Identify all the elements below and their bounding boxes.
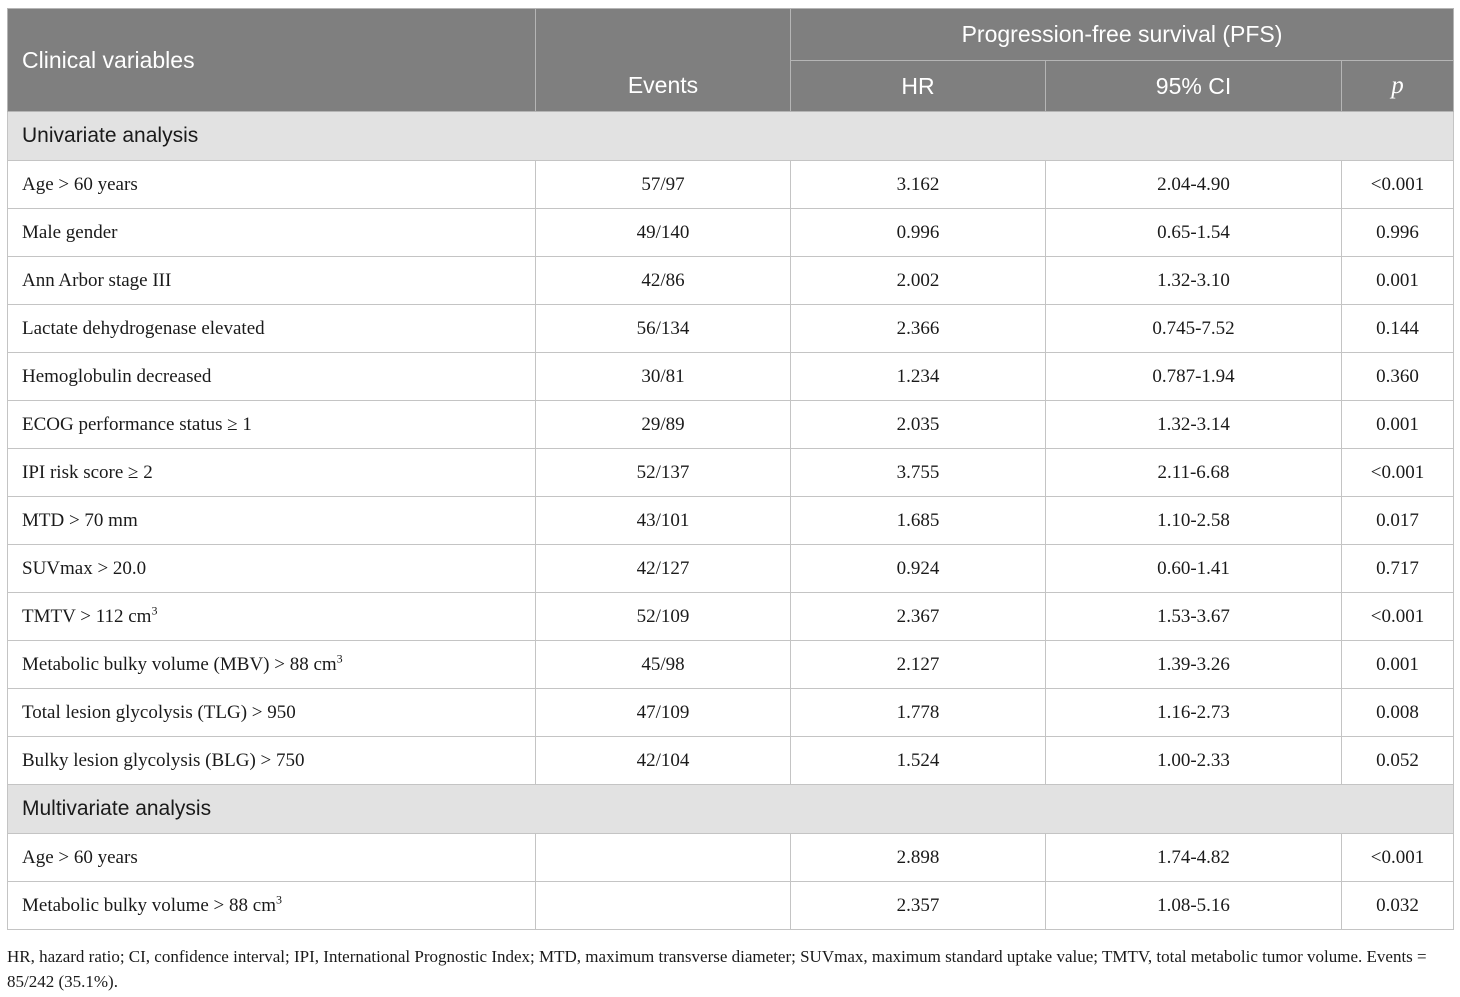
variable-cell: [8, 209, 536, 257]
p-value-cell: 0.052: [1342, 737, 1454, 785]
p-value-cell: 0.017: [1342, 497, 1454, 545]
section-univariate: [8, 112, 1454, 161]
events-cell: 57/97: [536, 161, 791, 209]
section-label: Univariate analysis: [8, 112, 1454, 161]
variable-cell: [8, 497, 536, 545]
variable-cell: [8, 401, 536, 449]
section-multivariate: [8, 785, 1454, 834]
events-cell: 52/109: [536, 593, 791, 641]
variable-cell: [8, 689, 536, 737]
p-value-cell: 0.144: [1342, 305, 1454, 353]
events-cell: 45/98: [536, 641, 791, 689]
p-value-cell: 0.996: [1342, 209, 1454, 257]
ci-cell: 1.39-3.26: [1046, 641, 1342, 689]
table-body: [8, 112, 1454, 930]
p-value-cell: 0.360: [1342, 353, 1454, 401]
ci-cell: 2.11-6.68: [1046, 449, 1342, 497]
ci-cell: 1.00-2.33: [1046, 737, 1342, 785]
header-pfs-group: Progression-free survival (PFS): [791, 9, 1454, 61]
header-events-spacer: [536, 9, 791, 61]
table-row: [8, 353, 1454, 401]
variable-label: TMTV > 112 cm: [22, 605, 152, 627]
ci-cell: 0.787-1.94: [1046, 353, 1342, 401]
p-value-cell: 0.008: [1342, 689, 1454, 737]
hr-cell: 2.002: [791, 257, 1046, 305]
variable-cell: [8, 593, 536, 641]
ci-cell: 1.32-3.10: [1046, 257, 1342, 305]
table-row: [8, 449, 1454, 497]
table-row: [8, 305, 1454, 353]
variable-cell: [8, 882, 536, 930]
ci-cell: 1.74-4.82: [1046, 834, 1342, 882]
variable-cell: [8, 449, 536, 497]
ci-cell: 1.53-3.67: [1046, 593, 1342, 641]
ci-cell: 2.04-4.90: [1046, 161, 1342, 209]
pfs-results-table: [7, 8, 1454, 930]
results-table-container: [7, 8, 1453, 930]
ci-cell: 0.60-1.41: [1046, 545, 1342, 593]
p-value-cell: <0.001: [1342, 161, 1454, 209]
table-row: [8, 209, 1454, 257]
table-row: [8, 882, 1454, 930]
variable-cell: [8, 161, 536, 209]
variable-cell: [8, 737, 536, 785]
p-value-cell: 0.001: [1342, 401, 1454, 449]
variable-label: Age > 60 years: [22, 173, 138, 195]
p-value-cell: 0.001: [1342, 641, 1454, 689]
variable-label: Age > 60 years: [22, 846, 138, 868]
events-cell: 42/127: [536, 545, 791, 593]
p-value-cell: <0.001: [1342, 834, 1454, 882]
events-cell: 30/81: [536, 353, 791, 401]
variable-cell: [8, 353, 536, 401]
hr-cell: 2.127: [791, 641, 1046, 689]
ci-cell: 1.08-5.16: [1046, 882, 1342, 930]
variable-label: Total lesion glycolysis (TLG) > 950: [22, 701, 296, 723]
header-hr: HR: [791, 61, 1046, 112]
events-cell: 43/101: [536, 497, 791, 545]
hr-cell: 2.367: [791, 593, 1046, 641]
events-cell: [536, 834, 791, 882]
superscript: 3: [275, 892, 282, 907]
hr-cell: 2.366: [791, 305, 1046, 353]
header-clinical-variables: Clinical variables: [8, 9, 536, 112]
p-value-cell: 0.717: [1342, 545, 1454, 593]
header-p: p: [1342, 61, 1454, 112]
variable-cell: [8, 545, 536, 593]
events-cell: 47/109: [536, 689, 791, 737]
variable-label: Male gender: [22, 221, 118, 243]
hr-cell: 3.162: [791, 161, 1046, 209]
ci-cell: 1.16-2.73: [1046, 689, 1342, 737]
hr-cell: 2.898: [791, 834, 1046, 882]
variable-label: Bulky lesion glycolysis (BLG) > 750: [22, 749, 305, 771]
table-row: [8, 737, 1454, 785]
events-cell: [536, 882, 791, 930]
variable-label: Ann Arbor stage III: [22, 269, 172, 291]
variable-cell: [8, 834, 536, 882]
variable-cell: [8, 641, 536, 689]
table-row: [8, 593, 1454, 641]
table-row: [8, 545, 1454, 593]
p-value-cell: <0.001: [1342, 449, 1454, 497]
header-events: Events: [536, 61, 791, 112]
ci-cell: 0.65-1.54: [1046, 209, 1342, 257]
variable-label: Metabolic bulky volume > 88 cm: [22, 894, 276, 916]
hr-cell: 2.035: [791, 401, 1046, 449]
variable-label: Hemoglobulin decreased: [22, 365, 212, 387]
events-cell: 42/86: [536, 257, 791, 305]
ci-cell: 1.10-2.58: [1046, 497, 1342, 545]
table-row: [8, 401, 1454, 449]
events-cell: 52/137: [536, 449, 791, 497]
table-row: [8, 689, 1454, 737]
variable-cell: [8, 305, 536, 353]
events-cell: 56/134: [536, 305, 791, 353]
hr-cell: 1.524: [791, 737, 1046, 785]
variable-label: Lactate dehydrogenase elevated: [22, 317, 265, 339]
variable-label: IPI risk score ≥ 2: [22, 461, 153, 483]
header-ci: 95% CI: [1046, 61, 1342, 112]
variable-label: SUVmax > 20.0: [22, 557, 147, 579]
table-row: [8, 161, 1454, 209]
events-cell: 49/140: [536, 209, 791, 257]
section-label: Multivariate analysis: [8, 785, 1454, 834]
variable-label: ECOG performance status ≥ 1: [22, 413, 252, 435]
table-row: [8, 257, 1454, 305]
hr-cell: 2.357: [791, 882, 1046, 930]
events-cell: 42/104: [536, 737, 791, 785]
p-value-cell: <0.001: [1342, 593, 1454, 641]
variable-cell: [8, 257, 536, 305]
table-row: [8, 497, 1454, 545]
variable-label: MTD > 70 mm: [22, 509, 138, 531]
footnote: HR, hazard ratio; CI, confidence interval; IPI, International Prognostic Index; MTD, maximum transverse diameter; SUVmax, maximum standard uptake value; TMTV, total metabolic tumor volume. Events = 85/242 (35.1%).: [7, 947, 1427, 991]
p-value-cell: 0.032: [1342, 882, 1454, 930]
ci-cell: 0.745-7.52: [1046, 305, 1342, 353]
hr-cell: 0.924: [791, 545, 1046, 593]
variable-label: Metabolic bulky volume (MBV) > 88 cm: [22, 653, 337, 675]
hr-cell: 1.234: [791, 353, 1046, 401]
hr-cell: 0.996: [791, 209, 1046, 257]
events-cell: 29/89: [536, 401, 791, 449]
hr-cell: 3.755: [791, 449, 1046, 497]
table-row: [8, 641, 1454, 689]
hr-cell: 1.778: [791, 689, 1046, 737]
superscript: 3: [336, 651, 343, 666]
table-row: [8, 834, 1454, 882]
p-value-cell: 0.001: [1342, 257, 1454, 305]
hr-cell: 1.685: [791, 497, 1046, 545]
ci-cell: 1.32-3.14: [1046, 401, 1342, 449]
superscript: 3: [151, 603, 158, 618]
